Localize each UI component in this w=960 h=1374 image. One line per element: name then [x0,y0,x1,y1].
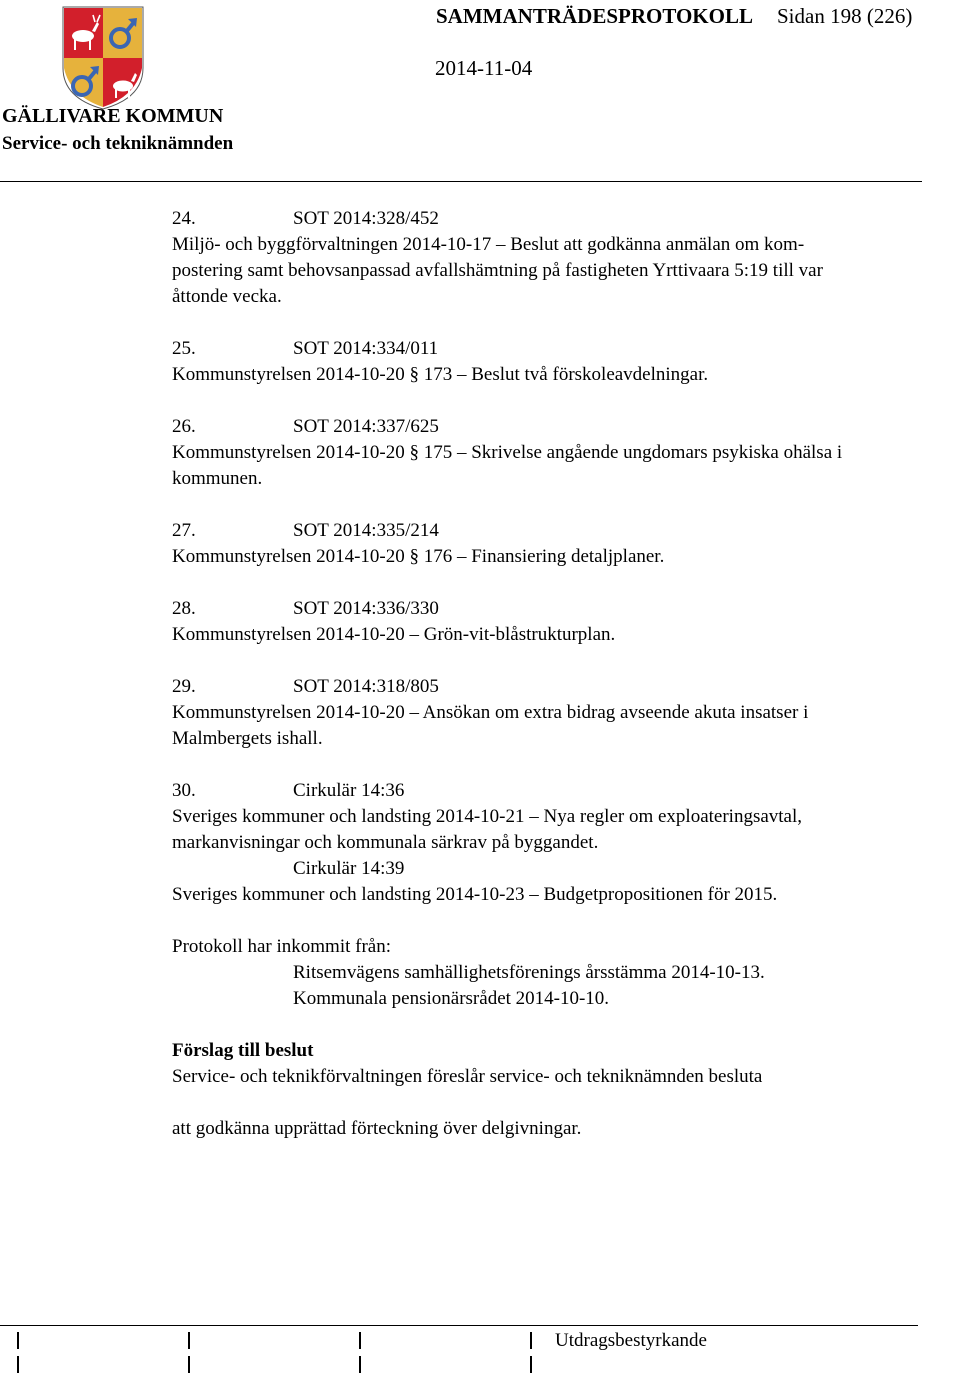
department-name: Service- och tekniknämnden [2,133,234,154]
item-reference: SOT 2014:337/625 [293,416,439,437]
item-text-line: kommunen. [172,468,263,489]
list-item [172,674,960,752]
signature-field-divider [530,1356,532,1373]
signature-field-divider [17,1356,19,1373]
item-number: 24. [172,208,196,229]
list-item [172,778,960,908]
item-text-line: Sveriges kommuner och landsting 2014-10-21 – Nya regler om exploateringsavtal, [172,806,803,827]
item-number: 25. [172,338,196,359]
list-item [172,206,960,310]
footer-divider [0,1325,918,1326]
item-reference: SOT 2014:334/011 [293,338,439,359]
item-reference: SOT 2014:336/330 [293,598,439,619]
protocol-entry: Kommunala pensionärsrådet 2014-10-10. [293,988,610,1009]
proposal-text-line: Service- och teknikförvaltningen föreslår service- och tekniknämnden besluta [172,1066,763,1087]
item-text-line: Kommunstyrelsen 2014-10-20 § 176 – Finansiering detaljplaner. [172,546,665,567]
item-reference: SOT 2014:318/805 [293,676,439,697]
protocols-section [172,934,960,1012]
document-title: SAMMANTRÄDESPROTOKOLL [436,4,753,28]
item-text-line: Sveriges kommuner och landsting 2014-10-23 – Budgetpropositionen för 2015. [172,884,778,905]
coat-of-arms-logo [62,6,144,110]
meeting-date: 2014-11-04 [435,56,533,80]
item-text-line: Kommunstyrelsen 2014-10-20 § 173 – Beslut två förskoleavdelningar. [172,364,709,385]
proposal-section [172,1038,960,1142]
signature-field-divider [530,1332,532,1349]
list-item [172,518,960,570]
certification-label: Utdragsbestyrkande [555,1330,707,1351]
protocol-entry: Ritsemvägens samhällighetsförenings årsstämma 2014-10-13. [293,962,765,983]
item-number: 28. [172,598,196,619]
page-number: Sidan 198 (226) [777,4,913,28]
signature-field-divider [188,1356,190,1373]
item-text-line: Kommunstyrelsen 2014-10-20 – Ansökan om extra bidrag avseende akuta insatser i [172,702,809,723]
signature-field-divider [359,1332,361,1349]
item-text-line: markanvisningar och kommunala särkrav på byggandet. [172,832,599,853]
signature-field-divider [359,1356,361,1373]
item-text-line: Kommunstyrelsen 2014-10-20 – Grön-vit-blåstrukturplan. [172,624,616,645]
item-text-line: Kommunstyrelsen 2014-10-20 § 175 – Skrivelse angående ungdomars psykiska ohälsa i [172,442,843,463]
item-reference: Cirkulär 14:36 [293,780,405,801]
item-reference: SOT 2014:335/214 [293,520,439,541]
list-item [172,414,960,492]
organization-name: GÄLLIVARE KOMMUN [2,105,224,127]
item-text-line: Malmbergets ishall. [172,728,323,749]
list-item [172,596,960,648]
item-number: 30. [172,780,196,801]
list-item [172,336,960,388]
proposal-text-line: att godkänna upprättad förteckning över delgivningar. [172,1118,582,1139]
item-number: 26. [172,416,196,437]
signature-field-divider [17,1332,19,1349]
header-divider [0,181,922,182]
item-number: 27. [172,520,196,541]
item-text-line: Miljö- och byggförvaltningen 2014-10-17 – Beslut att godkänna anmälan om kom- [172,234,805,255]
protocols-heading: Protokoll har inkommit från: [172,936,392,957]
item-reference: Cirkulär 14:39 [293,858,405,879]
item-text-line: postering samt behovsanpassad avfallshämtning på fastigheten Yrttivaara 5:19 till var [172,260,823,281]
proposal-heading: Förslag till beslut [172,1040,314,1061]
item-reference: SOT 2014:328/452 [293,208,439,229]
document-body [172,206,960,1168]
signature-field-divider [188,1332,190,1349]
item-text-line: åttonde vecka. [172,286,282,307]
item-number: 29. [172,676,196,697]
